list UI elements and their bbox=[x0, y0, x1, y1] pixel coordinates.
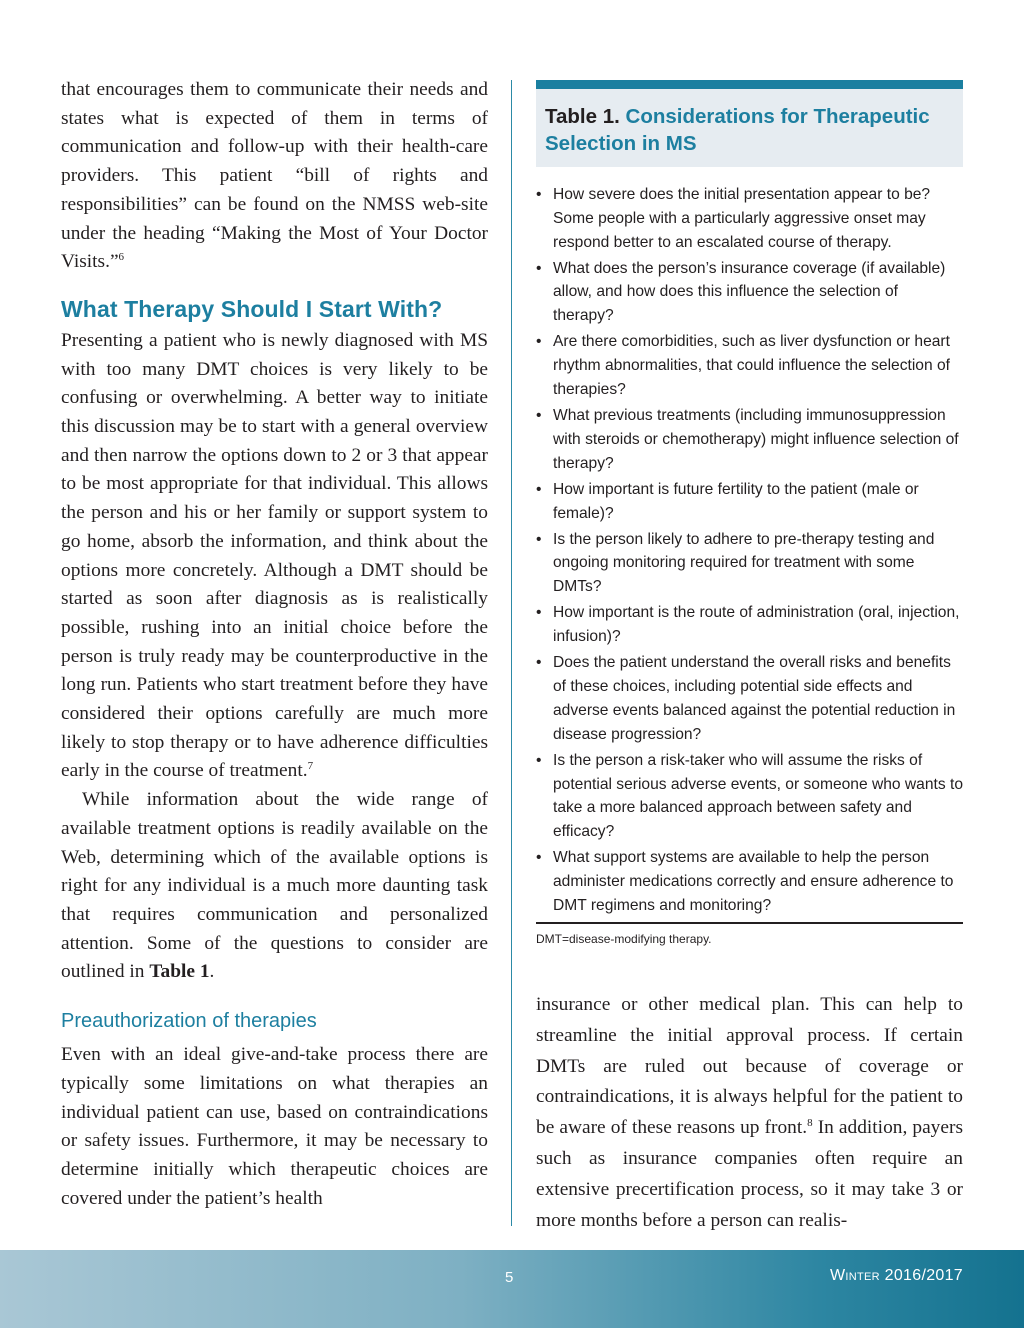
list-item: • What previous treatments (including immunosuppression with steroids or chemotherapy) might influence selection of therapy? bbox=[536, 404, 963, 475]
paragraph-insurance-end: In addition, payers such as insurance companies often require an extensive precertification process, so it may take 3 or more months before a person can realis- bbox=[536, 1117, 963, 1231]
paragraph-web-info bbox=[61, 786, 488, 987]
table-header bbox=[536, 89, 963, 167]
table-top-bar bbox=[536, 80, 963, 89]
issue-label: Winter 2016/2017 bbox=[830, 1267, 963, 1284]
paragraph-preauthorization bbox=[61, 1041, 488, 1213]
list-item: • Is the person a risk-taker who will assume the risks of potential serious adverse events, or someone who wants to take a more balanced approach between safety and efficacy? bbox=[536, 749, 963, 844]
page-footer bbox=[0, 1250, 1024, 1328]
list-item: • Does the patient understand the overall risks and benefits of these choices, including potential side effects and adverse events balanced against the potential reduction in disease progression? bbox=[536, 651, 963, 746]
table-reference: Table 1 bbox=[149, 961, 210, 983]
list-item: • What support systems are available to help the person administer medications correctly and ensure adherence to DMT regimens and monitoring? bbox=[536, 846, 963, 917]
table-bottom-rule bbox=[536, 922, 963, 924]
paragraph-insurance bbox=[536, 990, 963, 1236]
left-column bbox=[61, 76, 488, 1213]
paragraph-therapy bbox=[61, 327, 488, 786]
table-title: Considerations for Therapeutic Selection in MS bbox=[545, 105, 930, 155]
paragraph-web-info-text: While information about the wide range of available treatment options is readily available on the Web, determining which of the available options is right for any individual is a much more daunting task that requires communication and personalized attention. Some of the questions to consider are outlined in bbox=[61, 789, 488, 983]
paragraph-preauthorization-text: Even with an ideal give-and-take process there are typically some limitations on what therapies an individual patient can use, based on contraindications or safety issues. Furthermore, it may be necessary to determine initially which therapeutic choices are covered under the patient’s health bbox=[61, 1044, 488, 1209]
table-number: Table 1. bbox=[545, 105, 620, 128]
paragraph-intro-text: that encourages them to communicate their needs and states what is expected of them in terms of communication and follow-up with their health-care providers. This patient “bill of rights and responsibilities” can be found on the NMSS web-site under the heading “Making the Most of Your Doctor Visits.” bbox=[61, 79, 488, 273]
list-item: • How severe does the initial presentation appear to be? Some people with a particularly aggressive onset may respond better to an escalated course of therapy. bbox=[536, 183, 963, 254]
list-item: • How important is future fertility to the patient (male or female)? bbox=[536, 478, 963, 526]
list-item: • Are there comorbidities, such as liver dysfunction or heart rhythm abnormalities, that could influence the selection of therapies? bbox=[536, 330, 963, 401]
reference-6: 6 bbox=[118, 251, 125, 264]
page-number: 5 bbox=[505, 1269, 514, 1286]
table-considerations bbox=[536, 80, 963, 946]
list-item: • What does the person’s insurance coverage (if available) allow, and how does this influence the selection of therapy? bbox=[536, 257, 963, 328]
paragraph-web-info-end: . bbox=[209, 961, 215, 983]
right-column-text bbox=[536, 990, 963, 1236]
section-heading-therapy: What Therapy Should I Start With? bbox=[61, 295, 443, 322]
table-footnote: DMT=disease-modifying therapy. bbox=[536, 931, 712, 946]
column-divider bbox=[511, 80, 512, 1226]
list-item: • Is the person likely to adhere to pre-therapy testing and ongoing monitoring required for treatment with some DMTs? bbox=[536, 528, 963, 599]
paragraph-therapy-text: Presenting a patient who is newly diagnosed with MS with too many DMT choices is very likely to be confusing or overwhelming. A better way to initiate this discussion may be to start with a general overview and then narrow the options down to 2 or 3 that appear to be most appropriate for that individual. This allows the person and his or her family or support system to go home, absorb the information, and think about the options more concretely. Although a DMT should be started as soon after diagnosis as is realistically possible, rushing into an initial choice before the person is truly ready may be counterproductive in the long run. Patients who start treatment before they have considered their options carefully are much more likely to stop therapy or to have adherence difficulties early in the course of treatment. bbox=[61, 329, 488, 782]
reference-7: 7 bbox=[307, 760, 314, 773]
paragraph-intro bbox=[61, 76, 488, 277]
reference-8: 8 bbox=[807, 1117, 813, 1130]
paragraph-insurance-text: insurance or other medical plan. This can help to streamline the initial approval process. If certain DMTs are ruled out because of coverage or contraindications, it is always helpful for the patient to be aware of these reasons up front. bbox=[536, 994, 963, 1139]
subsection-heading-preauthorization: Preauthorization of therapies bbox=[61, 1010, 317, 1033]
list-item: • How important is the route of administration (oral, injection, infusion)? bbox=[536, 601, 963, 649]
table-question-list bbox=[536, 167, 963, 918]
